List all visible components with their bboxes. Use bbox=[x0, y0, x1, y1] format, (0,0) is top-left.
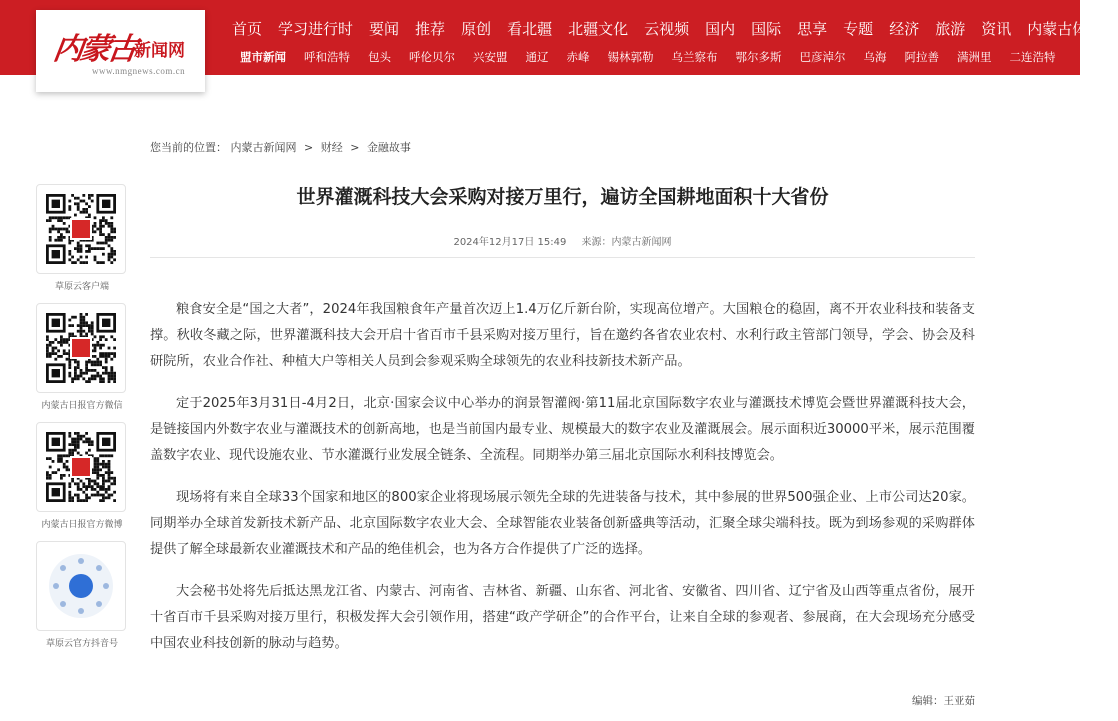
breadcrumb-home[interactable]: 内蒙古新闻网 bbox=[230, 141, 297, 154]
nav-primary-item[interactable]: 内蒙古体育 bbox=[1027, 20, 1103, 38]
secondary-nav bbox=[240, 49, 1074, 65]
article-title: 世界灌溉科技大会采购对接万里行，遍访全国耕地面积十大省份 bbox=[296, 186, 829, 208]
qr-code-icon bbox=[46, 194, 116, 264]
mini-program-code-icon bbox=[49, 554, 113, 618]
nav-secondary-item[interactable]: 二连浩特 bbox=[1009, 50, 1056, 64]
nav-primary-item[interactable]: 推荐 bbox=[415, 20, 446, 38]
nav-secondary-item[interactable]: 阿拉善 bbox=[904, 50, 939, 64]
nav-primary-item[interactable]: 要闻 bbox=[369, 20, 400, 38]
logo-brush-text: 内蒙古 bbox=[51, 32, 137, 67]
article-body bbox=[150, 297, 975, 673]
qr-code-icon bbox=[46, 432, 116, 502]
nav-primary-item[interactable]: 国际 bbox=[751, 20, 782, 38]
qr-card-app[interactable] bbox=[36, 184, 126, 274]
qr-sidebar bbox=[36, 184, 128, 660]
nav-primary-item[interactable]: 原创 bbox=[461, 20, 492, 38]
nav-secondary-item[interactable]: 盟市新闻 bbox=[240, 50, 286, 64]
nav-primary-item[interactable]: 北疆文化 bbox=[568, 20, 629, 38]
nav-secondary-item[interactable]: 鄂尔多斯 bbox=[735, 50, 782, 64]
article-source: 来源：内蒙古新闻网 bbox=[581, 237, 672, 248]
nav-primary-item[interactable]: 旅游 bbox=[935, 20, 966, 38]
article-editor: 编辑：王亚茹 bbox=[912, 695, 975, 707]
article-date: 2024年12月17日 15:49 bbox=[453, 237, 567, 248]
nav-secondary-item[interactable]: 满洲里 bbox=[957, 50, 992, 64]
breadcrumb-separator: > bbox=[350, 141, 360, 154]
nav-primary-item[interactable]: 学习进行时 bbox=[278, 20, 354, 38]
qr-card-weibo[interactable] bbox=[36, 422, 126, 512]
nav-secondary-item[interactable]: 巴彦淖尔 bbox=[799, 50, 846, 64]
qr-label-douyin: 草原云官方抖音号 bbox=[45, 639, 118, 649]
qr-code-icon bbox=[46, 313, 116, 383]
site-logo[interactable] bbox=[36, 10, 205, 92]
breadcrumb-subsection[interactable]: 金融故事 bbox=[366, 141, 411, 154]
nav-secondary-item[interactable]: 赤峰 bbox=[566, 50, 590, 64]
nav-secondary-item[interactable]: 包头 bbox=[368, 50, 391, 64]
nav-primary-item[interactable]: 资讯 bbox=[981, 20, 1012, 38]
logo-net-text: 新闻网 bbox=[134, 41, 185, 61]
nav-primary-item[interactable]: 思享 bbox=[797, 20, 828, 38]
nav-primary-item[interactable]: 云视频 bbox=[644, 20, 690, 38]
nav-secondary-item[interactable]: 呼伦贝尔 bbox=[409, 50, 455, 64]
nav-primary-item[interactable]: 国内 bbox=[705, 20, 736, 38]
breadcrumb-section[interactable]: 财经 bbox=[320, 141, 343, 154]
logo-wordmark bbox=[51, 22, 194, 67]
qr-label-wechat: 内蒙古日报官方微信 bbox=[41, 401, 123, 411]
nav-secondary-item[interactable]: 乌海 bbox=[863, 50, 887, 64]
nav-secondary-item[interactable]: 锡林郭勒 bbox=[607, 50, 654, 64]
nav-secondary-item[interactable]: 兴安盟 bbox=[473, 50, 508, 64]
breadcrumb-separator: > bbox=[304, 141, 314, 154]
nav-primary-item[interactable]: 专题 bbox=[843, 20, 874, 38]
article-paragraph: 大会秘书处将先后抵达黑龙江省、内蒙古、河南省、吉林省、新疆、山东省、河北省、安徽省、四川省、辽宁省及山西等重点省份，展开十省百市千县采购对接万里行，积极发挥大会引领作用，搭建“政产学研企”的合作平台，让来自全球的参观者、参展商，在大会现场充分感受中国农业科技创新的脉动与趋势。 bbox=[150, 584, 975, 651]
qr-card-douyin[interactable] bbox=[36, 541, 126, 631]
nav-primary-item[interactable]: 经济 bbox=[889, 20, 920, 38]
nav-secondary-item[interactable]: 乌兰察布 bbox=[671, 50, 718, 64]
article-paragraph: 现场将有来自全球33个国家和地区的800家企业将现场展示领先全球的先进装备与技术，其中参展的世界500强企业、上市公司达20家。同期举办全球首发新技术新产品、北京国际数字农业大会、全球智能农业装备创新盛典等活动，汇聚全球尖端科技。既为到场参观的采购群体提供了解全球最新农业灌溉技术和产品的绝佳机会，也为各方合作提供了广泛的选择。 bbox=[150, 490, 975, 557]
nav-secondary-item[interactable]: 通辽 bbox=[525, 50, 549, 64]
qr-label-app: 草原云客户端 bbox=[54, 282, 109, 292]
primary-nav bbox=[232, 18, 1118, 39]
article-paragraph: 定于2025年3月31日-4月2日，北京·国家会议中心举办的润景智灌阀·第11届北京国际数字农业与灌溉技术博览会暨世界灌溉科技大会，是链接国内外数字农业与灌溉技术的创新高地，也是当前国内最专业、规模最大的数字农业及灌溉展会。展示面积近30000平米，展示范围覆盖数字农业、现代设施农业、节水灌溉行业发展全链条、全流程。同期举办第三届北京国际水利科技博览会。 bbox=[150, 396, 975, 463]
nav-primary-item[interactable]: 首页 bbox=[232, 20, 263, 38]
logo-url: www.nmgnews.com.cn bbox=[92, 66, 186, 76]
qr-label-weibo: 内蒙古日报官方微博 bbox=[41, 520, 123, 530]
nav-primary-item[interactable]: 看北疆 bbox=[507, 20, 553, 38]
qr-card-wechat[interactable] bbox=[36, 303, 126, 393]
article-meta bbox=[150, 233, 975, 248]
nav-secondary-item[interactable]: 呼和浩特 bbox=[304, 50, 350, 64]
title-divider bbox=[150, 257, 975, 258]
breadcrumb bbox=[150, 139, 411, 155]
breadcrumb-prefix: 您当前的位置： bbox=[150, 141, 227, 154]
article-paragraph: 粮食安全是“国之大者”，2024年我国粮食年产量首次迈上1.4万亿斤新台阶，实现高位增产。大国粮仓的稳固，离不开农业科技和装备支撑。秋收冬藏之际，世界灌溉科技大会开启十省百市千县采购对接万里行，旨在邀约各省农业农村、水利行政主管部门领导，学会、协会及科研院所，农业合作社、种植大户等相关人员到会参观采购全球领先的农业科技新技术新产品。 bbox=[150, 302, 975, 369]
